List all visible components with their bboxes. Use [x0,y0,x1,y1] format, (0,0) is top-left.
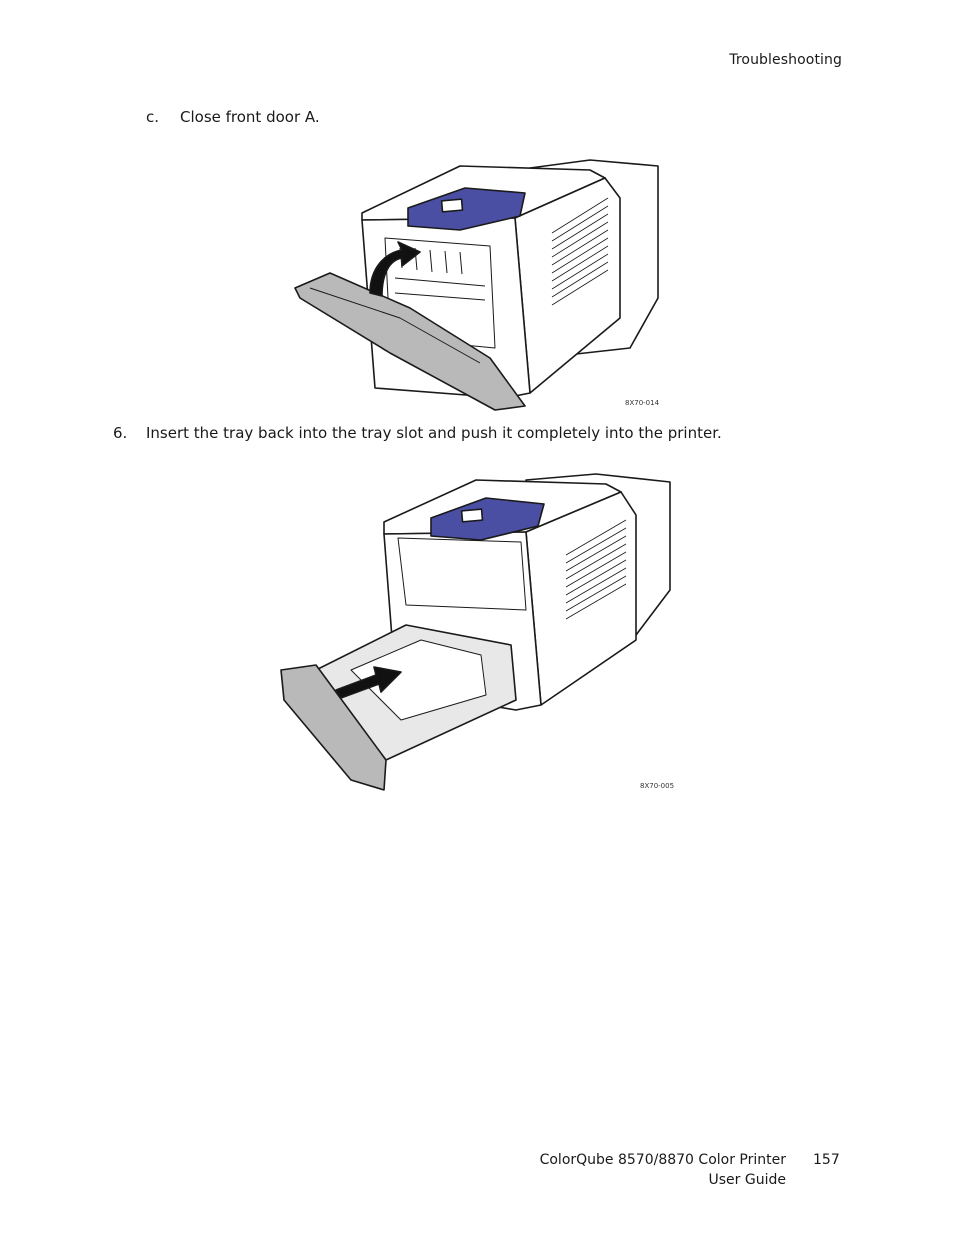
step-marker: c. [146,108,160,126]
footer-product-name: ColorQube 8570/8870 Color Printer [539,1152,786,1168]
step-text: Insert the tray back into the tray slot and push it completely into the printer. [146,424,722,442]
running-header: Troubleshooting [729,52,842,68]
footer-product [540,1150,786,1190]
step-insert-tray [113,423,833,445]
printer-tray-insert-illustration [276,460,676,795]
printer-tray-svg [276,460,676,795]
printer-door-svg [290,148,670,413]
step-close-door [146,107,546,129]
step-marker: 6. [113,424,128,442]
step-text: Close front door A. [180,108,320,126]
figure-id-label: 8X70-005 [640,782,675,790]
figure-id-label: 8X70-014 [625,399,660,407]
page-number: 157 [813,1152,840,1168]
printer-front-door-close-illustration [290,148,670,413]
footer-guide-name: User Guide [708,1172,786,1188]
